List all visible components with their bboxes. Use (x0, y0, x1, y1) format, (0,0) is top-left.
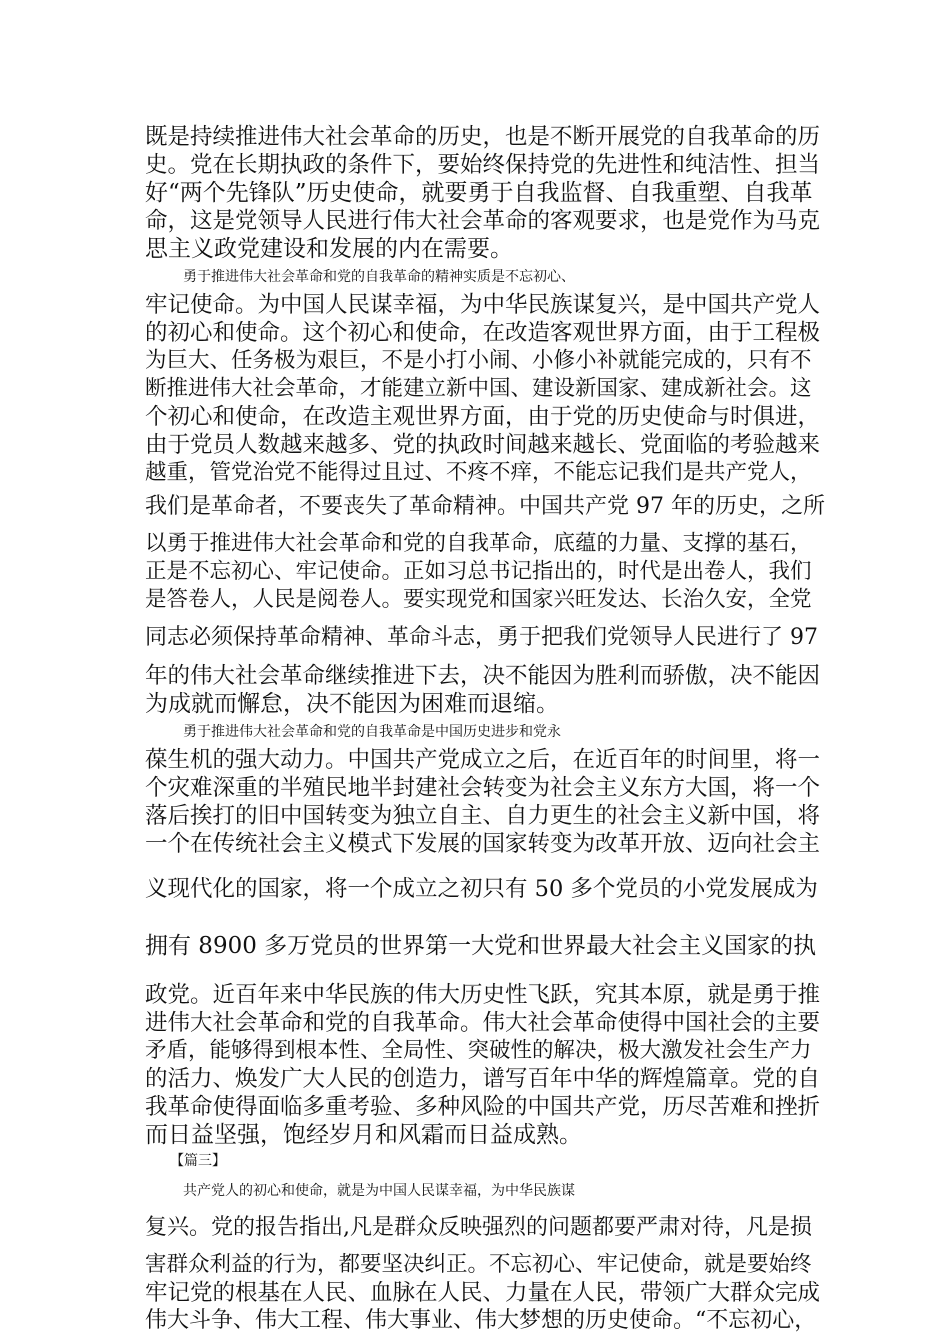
text-line: 我革命使得面临多重考验、多种风险的中国共产党，历尽苦难和挫折 (145, 1094, 821, 1120)
text-line: 思主义政党建设和发展的内在需要。 (145, 236, 513, 262)
text-line: 既是持续推进伟大社会革命的历史，也是不断开展党的自我革命的历 (145, 124, 821, 150)
text-line: 断推进伟大社会革命，才能建立新中国、建设新国家、建成新社会。这 (145, 376, 812, 401)
text-line: 是答卷人，人民是阅卷人。要实现党和国家兴旺发达、长治久安，全党 (145, 587, 812, 612)
text-line: 而日益坚强，饱经岁月和风霜而日益成熟。 (145, 1122, 582, 1148)
paragraph-start-line: 勇于推进伟大社会革命和党的自我革命是中国历史进步和党永 (183, 724, 561, 740)
text-line: 个初心和使命，在改造主观世界方面，由于党的历史使命与时俱进， (145, 404, 821, 430)
text-line: 同志必须保持革命精神、革命斗志，勇于把我们党领导人民进行了 97 (145, 625, 818, 650)
text-line: 以勇于推进伟大社会革命和党的自我革命，底蕴的力量、支撑的基石， (145, 531, 812, 556)
text-line: 越重，管党治党不能得过且过、不疼不痒，不能忘记我们是共产党人， (145, 460, 812, 485)
text-line: 为成就而懈怠，决不能因为困难而退缩。 (145, 691, 559, 717)
text-line: 政党。近百年来中华民族的伟大历史性飞跃，究其本原，就是勇于推 (145, 982, 821, 1008)
text-line: 义现代化的国家，将一个成立之初只有 50 多个党员的小党发展成为 (145, 876, 818, 902)
text-line: 复兴。党的报告指出,凡是群众反映强烈的问题都要严肃对待，凡是损 (145, 1215, 812, 1240)
text-line: 进伟大社会革命和党的自我革命。伟大社会革命使得中国社会的主要 (145, 1010, 821, 1036)
text-line: 由于党员人数越来越多、党的执政时间越来越长、党面临的考验越来 (145, 432, 821, 458)
text-line: 年的伟大社会革命继续推进下去，决不能因为胜利而骄傲，决不能因 (145, 663, 821, 689)
text-line: 矛盾，能够得到根本性、全局性、突破性的解决，极大激发社会生产力 (145, 1038, 812, 1063)
text-line: 正是不忘初心、牢记使命。正如习总书记指出的，时代是出卷人，我们 (145, 559, 812, 584)
text-line: 命，这是党领导人民进行伟大社会革命的客观要求，也是党作为马克 (145, 208, 821, 234)
text-line: 为巨大、任务极为艰巨，不是小打小闹、小修小补就能完成的，只有不 (145, 348, 812, 373)
text-line: 好“两个先锋队”历史使命，就要勇于自我监督、自我重塑、自我革 (145, 180, 813, 206)
text-line: 我们是革命者，不要丧失了革命精神。中国共产党 97 年的历史，之所 (145, 494, 825, 519)
text-line: 拥有 8900 多万党员的世界第一大党和世界最大社会主义国家的执 (145, 933, 817, 959)
text-line: 害群众利益的行为，都要坚决纠正。不忘初心、牢记使命，就是要始终 (145, 1252, 812, 1277)
text-line: 牢记使命。为中国人民谋幸福，为中华民族谋复兴，是中国共产党人 (145, 292, 821, 318)
section-heading: 【篇三】 (170, 1153, 226, 1169)
text-line: 个灾难深重的半殖民地半封建社会转变为社会主义东方大国，将一个 (145, 775, 821, 801)
text-line: 落后挨打的旧中国转变为独立自主、自力更生的社会主义新中国，将 (145, 803, 821, 829)
text-line: 牢记党的根基在人民、血脉在人民、力量在人民，带领广大群众完成 (145, 1280, 821, 1306)
text-line: 的初心和使命。这个初心和使命，在改造客观世界方面，由于工程极 (145, 320, 821, 346)
text-line: 伟大斗争、伟大工程、伟大事业、伟大梦想的历史使命。“不忘初心， (145, 1308, 817, 1333)
text-line: 史。党在长期执政的条件下，要始终保持党的先进性和纯洁性、担当 (145, 152, 821, 178)
text-line: 一个在传统社会主义模式下发展的国家转变为改革开放、迈向社会主 (145, 831, 821, 857)
paragraph-start-line: 勇于推进伟大社会革命和党的自我革命的精神实质是不忘初心、 (183, 269, 575, 285)
paragraph-start-line: 共产党人的初心和使命，就是为中国人民谋幸福，为中华民族谋 (183, 1183, 575, 1199)
text-line: 的活力、焕发广大人民的创造力，谱写百年中华的辉煌篇章。党的自 (145, 1066, 821, 1092)
text-line: 葆生机的强大动力。中国共产党成立之后，在近百年的时间里，将一 (145, 747, 821, 773)
